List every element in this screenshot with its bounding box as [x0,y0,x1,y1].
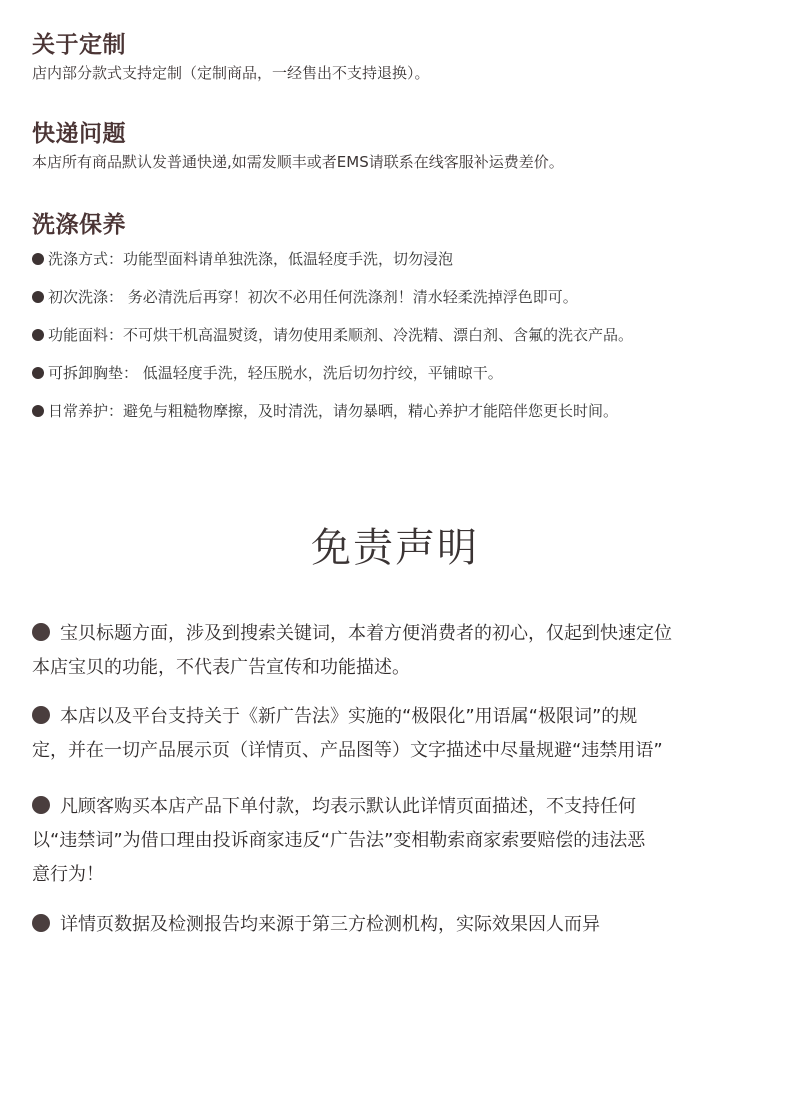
bullet-dot-icon [32,914,50,932]
disclaimer-text: 本店宝贝的功能，不代表广告宣传和功能描述。 [32,657,410,678]
care-section [32,210,770,438]
disclaimer-line [32,790,772,824]
care-list [32,248,770,438]
care-title: 洗涤保养 [32,212,126,238]
disclaimer-line [32,908,772,942]
about-section [32,30,770,84]
disclaimer-text: 宝贝标题方面，涉及到搜索关键词，本着方便消费者的初心，仅起到快速定位 [60,623,672,644]
care-item [32,324,770,362]
disclaimer-line [32,700,772,734]
disclaimer-text: 定，并在一切产品展示页（详情页、产品图等）文字描述中尽量规避“违禁用语” [32,740,663,761]
bullet-dot-icon [32,253,44,265]
disclaimer-item [32,908,772,942]
disclaimer-item [32,790,772,892]
disclaimer-text: 以“违禁词”为借口理由投诉商家违反“广告法”变相勒索商家索要赔偿的违法恶 [32,830,646,851]
disclaimer-title: 免责声明 [311,525,479,571]
about-text: 店内部分款式支持定制（定制商品，一经售出不支持退换）。 [32,64,430,82]
bullet-dot-icon [32,623,50,641]
disclaimer-text: 本店以及平台支持关于《新广告法》实施的“极限化”用语属“极限词”的规 [60,706,638,727]
care-item-text: 功能面料：不可烘干机高温熨烫，请勿使用柔顺剂、冷洗精、漂白剂、含氟的洗衣产品。 [48,326,634,344]
care-item [32,362,770,400]
care-item-text: 可拆卸胸垫： 低温轻度手洗，轻压脱水，洗后切勿拧绞，平铺晾干。 [48,364,503,382]
shipping-section [32,119,770,173]
care-item-text: 洗涤方式：功能型面料请单独洗涤，低温轻度手洗，切勿浸泡 [48,250,454,268]
bullet-dot-icon [32,367,44,379]
disclaimer-text: 详情页数据及检测报告均来源于第三方检测机构，实际效果因人而异 [60,914,600,935]
care-item [32,400,770,438]
bullet-dot-icon [32,796,50,814]
care-item-text: 日常养护：避免与粗糙物摩擦，及时清洗，请勿暴晒，精心养护才能陪伴您更长时间。 [48,402,619,420]
disclaimer-item [32,700,772,768]
care-item [32,248,770,286]
bullet-dot-icon [32,291,44,303]
bullet-dot-icon [32,706,50,724]
disclaimer-item [32,617,772,685]
disclaimer-text: 意行为！ [32,864,104,885]
about-title: 关于定制 [32,32,126,58]
shipping-text: 本店所有商品默认发普通快递,如需发顺丰或者EMS请联系在线客服补运费差价。 [32,153,564,171]
bullet-dot-icon [32,405,44,417]
bullet-dot-icon [32,329,44,341]
care-item [32,286,770,324]
disclaimer-line [32,617,772,651]
shipping-title: 快递问题 [32,121,126,147]
disclaimer-text: 凡顾客购买本店产品下单付款，均表示默认此详情页面描述，不支持任何 [60,796,636,817]
care-item-text: 初次洗涤： 务必清洗后再穿！初次不必用任何洗涤剂！清水轻柔洗掉浮色即可。 [48,288,578,306]
